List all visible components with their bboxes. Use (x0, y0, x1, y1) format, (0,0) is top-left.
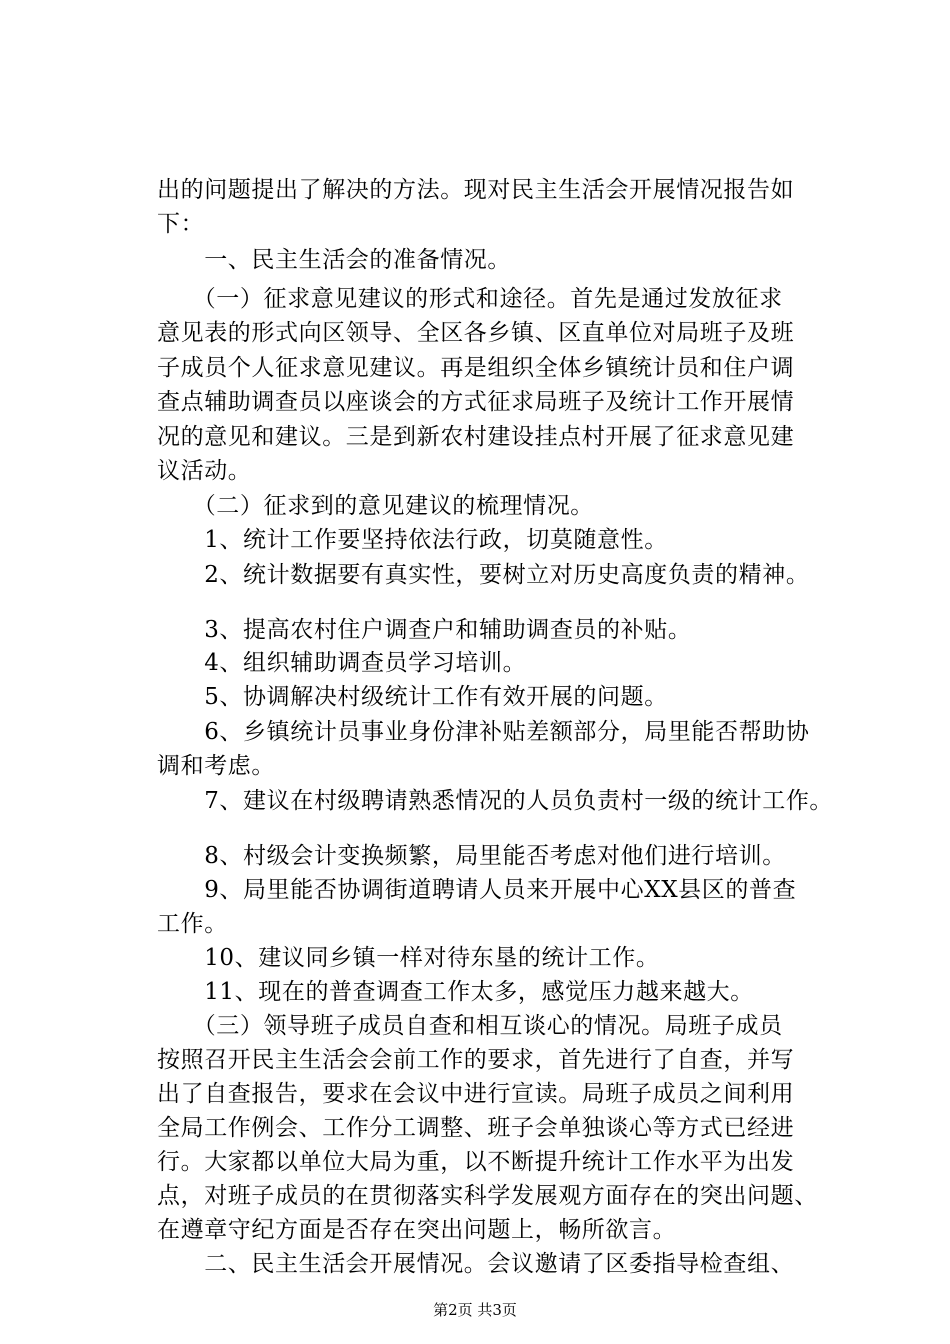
text-line: 7、建议在村级聘请熟悉情况的人员负责村一级的统计工作。 (157, 788, 834, 814)
text-line: 况的意见和建议。三是到新农村建设挂点村开展了征求意见建 (157, 424, 795, 450)
text-line: 6、乡镇统计员事业身份津补贴差额部分，局里能否帮助协 (157, 719, 810, 745)
text-line: 11、现在的普查调查工作太多，感觉压力越来越大。 (157, 979, 754, 1005)
text-line: 4、组织辅助调查员学习培训。 (157, 650, 527, 676)
text-line: 按照召开民主生活会会前工作的要求，首先进行了自查，并写 (157, 1047, 795, 1073)
text-line: 下： (157, 211, 205, 237)
text-line: 出了自查报告，要求在会议中进行宣读。局班子成员之间利用 (157, 1081, 795, 1107)
text-line: 调和考虑。 (157, 753, 275, 779)
text-line: 二、民主生活会开展情况。会议邀请了区委指导检查组、 (157, 1251, 795, 1277)
text-line: 出的问题提出了解决的方法。现对民主生活会开展情况报告如 (157, 177, 795, 203)
text-line: （三）领导班子成员自查和相互谈心的情况。局班子成员 (157, 1013, 783, 1039)
text-line: 子成员个人征求意见建议。再是组织全体乡镇统计员和住户调 (157, 355, 795, 381)
text-line: 2、统计数据要有真实性，要树立对历史高度负责的精神。 (157, 562, 810, 588)
text-line: 在遵章守纪方面是否存在突出问题上，畅所欲言。 (157, 1217, 677, 1243)
text-line: 行。大家都以单位大局为重，以不断提升统计工作水平为出发 (157, 1149, 795, 1175)
text-line: 8、村级会计变换频繁，局里能否考虑对他们进行培训。 (157, 843, 786, 869)
text-line: 1、统计工作要坚持依法行政，切莫随意性。 (157, 527, 668, 553)
text-line: 一、民主生活会的准备情况。 (157, 247, 511, 273)
text-line: 9、局里能否协调街道聘请人员来开展中心XX县区的普查 (157, 877, 797, 903)
text-line: 意见表的形式向区领导、全区各乡镇、区直单位对局班子及班 (157, 320, 795, 346)
text-line: 点，对班子成员的在贯彻落实科学发展观方面存在的突出问题、 (157, 1183, 818, 1209)
text-line: 工作。 (157, 911, 228, 937)
page-number-footer: 第2页 共3页 (433, 1301, 517, 1319)
text-line: （二）征求到的意见建议的梳理情况。 (157, 493, 594, 519)
text-line: （一）征求意见建议的形式和途径。首先是通过发放征求 (157, 286, 783, 312)
text-line: 3、提高农村住户调查户和辅助调查员的补贴。 (157, 617, 692, 643)
text-line: 10、建议同乡镇一样对待东垦的统计工作。 (157, 945, 660, 971)
text-line: 5、协调解决村级统计工作有效开展的问题。 (157, 684, 668, 710)
text-line: 查点辅助调查员以座谈会的方式征求局班子及统计工作开展情 (157, 389, 795, 415)
text-line: 议活动。 (157, 458, 252, 484)
text-line: 全局工作例会、工作分工调整、班子会单独谈心等方式已经进 (157, 1115, 795, 1141)
